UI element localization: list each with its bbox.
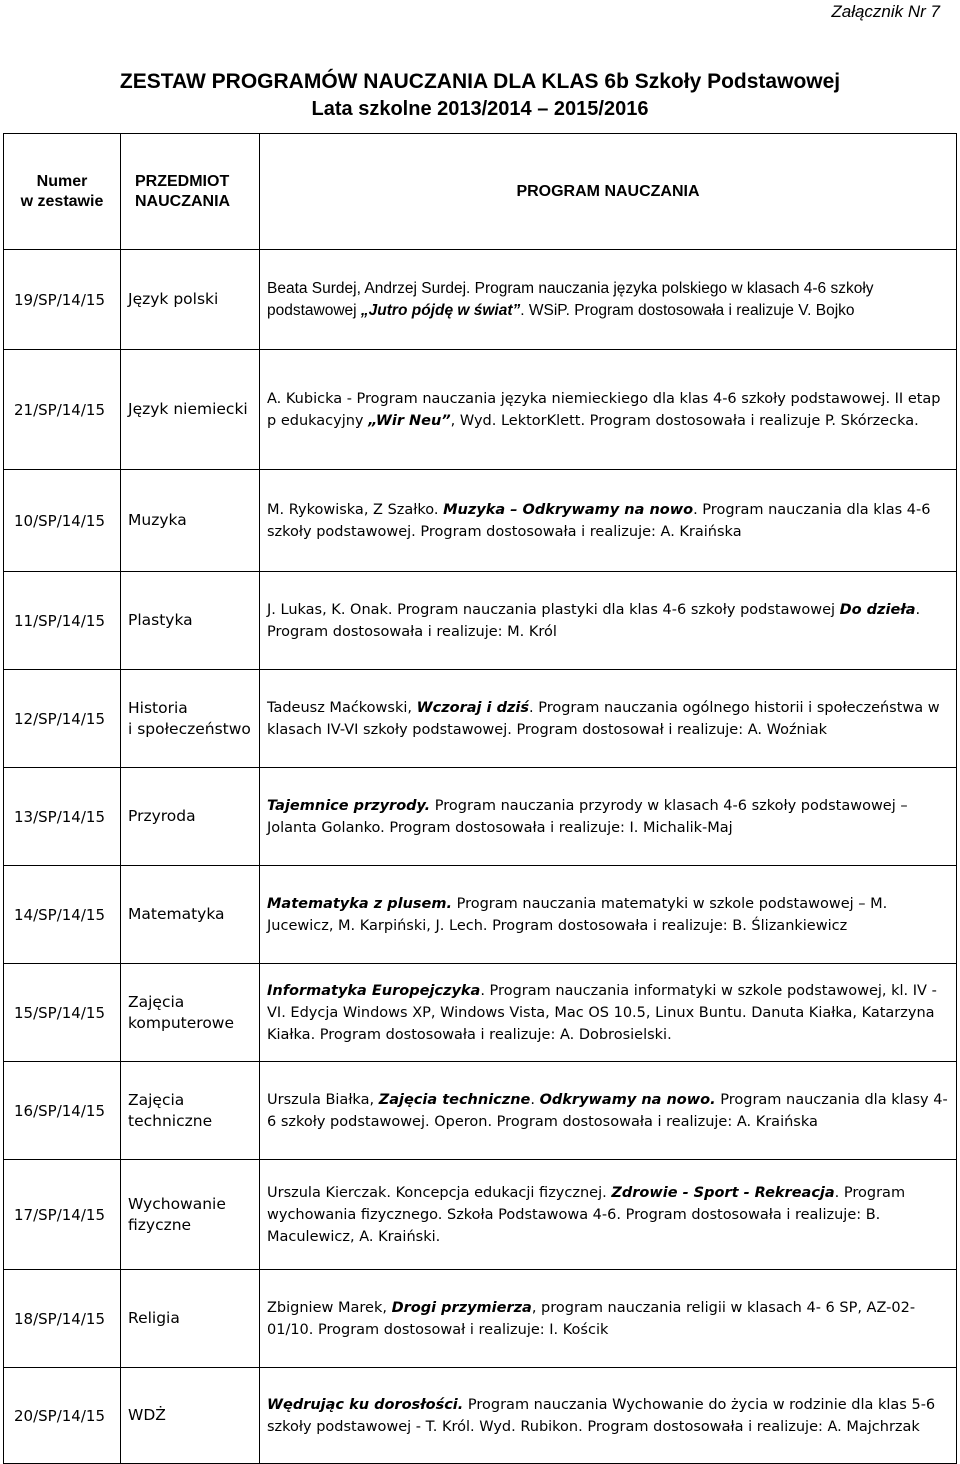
table-row: [4, 768, 957, 866]
header-number: Numer w zestawie: [4, 134, 121, 250]
row-number: 18/SP/14/15: [4, 1270, 121, 1368]
row-program: A. Kubicka - Program nauczania języka niemieckiego dla klas 4-6 szkoły podstawowej. II etap p edukacyjny „Wir Neu”, Wyd. LektorKlett. Program dostosowała i realizuje P. Skórzecka.: [260, 350, 957, 470]
table-row: [4, 350, 957, 470]
row-program: Tadeusz Maćkowski, Wczoraj i dziś. Program nauczania ogólnego historii i społeczeństwa w klasach IV-VI szkoły podstawowej. Program dostosował i realizuje: A. Woźniak: [260, 670, 957, 768]
row-program: Wędrując ku dorosłości. Program nauczania Wychowanie do życia w rodzinie dla klas 5-6 szkoły podstawowej - T. Król. Wyd. Rubikon. Program dostosowała i realizuje: A. Majchrzak: [260, 1368, 957, 1464]
row-program: Urszula Kierczak. Koncepcja edukacji fizycznej. Zdrowie - Sport - Rekreacja. Program wychowania fizycznego. Szkoła Podstawowa 4-6. Program dostosowała i realizuje: B. Maculewicz, A. Kraiński.: [260, 1160, 957, 1270]
row-subject: Język polski: [121, 250, 260, 350]
row-number: 20/SP/14/15: [4, 1368, 121, 1464]
row-program: Informatyka Europejczyka. Program nauczania informatyki w szkole podstawowej, kl. IV - VI. Edycja Windows XP, Windows Vista, Mac OS 10.5, Linux Buntu. Danuta Kiałka, Katarzyna Kiałka. Program dostosowała i realizuje: A. Dobrosielski.: [260, 964, 957, 1062]
table-row: [4, 1368, 957, 1464]
row-program: J. Lukas, K. Onak. Program nauczania plastyki dla klas 4-6 szkoły podstawowej Do dzieła. Program dostosowała i realizuje: M. Król: [260, 572, 957, 670]
annex-label: Załącznik Nr 7: [831, 2, 940, 21]
row-number: 13/SP/14/15: [4, 768, 121, 866]
table-row: [4, 670, 957, 768]
table-row: [4, 1270, 957, 1368]
row-program: Urszula Białka, Zajęcia techniczne. Odkrywamy na nowo. Program nauczania dla klasy 4-6 szkoły podstawowej. Operon. Program dostosowała i realizuje: A. Kraińska: [260, 1062, 957, 1160]
document-subtitle: Lata szkolne 2013/2014 – 2015/2016: [311, 98, 649, 120]
row-subject: Język niemiecki: [121, 350, 260, 470]
row-program: Zbigniew Marek, Drogi przymierza, program nauczania religii w klasach 4- 6 SP, AZ-02-01/10. Program dostosował i realizuje: I. Kościk: [260, 1270, 957, 1368]
row-subject: Wychowanie fizyczne: [121, 1160, 260, 1270]
row-number: 19/SP/14/15: [4, 250, 121, 350]
document-title: ZESTAW PROGRAMÓW NAUCZANIA DLA KLAS 6b Szkoły Podstawowej: [119, 70, 841, 93]
row-subject: WDŻ: [121, 1368, 260, 1464]
programs-table: [3, 133, 957, 1464]
row-subject: Muzyka: [121, 470, 260, 572]
row-number: 21/SP/14/15: [4, 350, 121, 470]
row-number: 17/SP/14/15: [4, 1160, 121, 1270]
table-row: [4, 572, 957, 670]
row-number: 16/SP/14/15: [4, 1062, 121, 1160]
row-subject: Plastyka: [121, 572, 260, 670]
table-row: [4, 470, 957, 572]
table-row: [4, 1062, 957, 1160]
row-number: 15/SP/14/15: [4, 964, 121, 1062]
table-row: [4, 866, 957, 964]
table-row: [4, 1160, 957, 1270]
row-number: 10/SP/14/15: [4, 470, 121, 572]
row-subject: Zajęcia techniczne: [121, 1062, 260, 1160]
header-subject: PRZEDMIOT NAUCZANIA: [121, 134, 260, 250]
header-program: PROGRAM NAUCZANIA: [260, 134, 957, 250]
row-program: Beata Surdej, Andrzej Surdej. Program nauczania języka polskiego w klasach 4-6 szkoły podstawowej „Jutro pójdę w świat”. WSiP. Program dostosowała i realizuje V. Bojko: [260, 250, 957, 350]
table-header-row: [4, 134, 957, 250]
row-subject: Przyroda: [121, 768, 260, 866]
row-subject: Matematyka: [121, 866, 260, 964]
row-program: Matematyka z plusem. Program nauczania matematyki w szkole podstawowej – M. Jucewicz, M. Karpiński, J. Lech. Program dostosowała i realizuje: B. Ślizankiewicz: [260, 866, 957, 964]
row-program: M. Rykowiska, Z Szałko. Muzyka – Odkrywamy na nowo. Program nauczania dla klas 4-6 szkoły podstawowej. Program dostosowała i realizuje: A. Kraińska: [260, 470, 957, 572]
row-subject: Religia: [121, 1270, 260, 1368]
row-subject: Zajęcia komputerowe: [121, 964, 260, 1062]
table-row: [4, 964, 957, 1062]
row-program: Tajemnice przyrody. Program nauczania przyrody w klasach 4-6 szkoły podstawowej – Jolanta Golanko. Program dostosowała i realizuje: I. Michalik-Maj: [260, 768, 957, 866]
row-number: 12/SP/14/15: [4, 670, 121, 768]
table-row: [4, 250, 957, 350]
row-subject: Historia i społeczeństwo: [121, 670, 260, 768]
row-number: 14/SP/14/15: [4, 866, 121, 964]
row-number: 11/SP/14/15: [4, 572, 121, 670]
